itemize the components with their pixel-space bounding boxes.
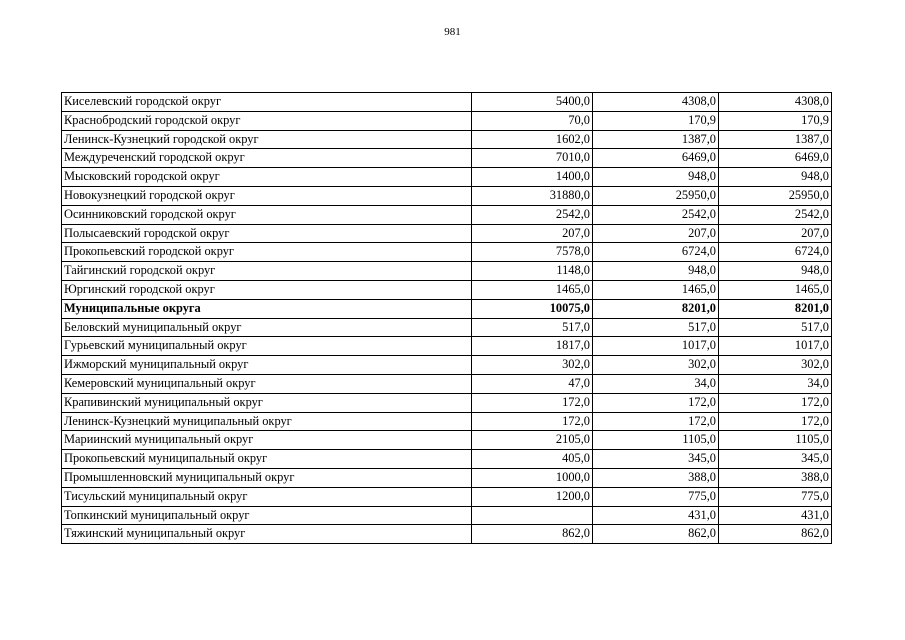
table-row: [62, 168, 832, 187]
row-name-cell: Беловский муниципальный округ: [62, 318, 472, 337]
table-row: [62, 356, 832, 375]
value-cell-1: 172,0: [472, 393, 593, 412]
value-cell-1: 302,0: [472, 356, 593, 375]
value-cell-3: 1017,0: [719, 337, 832, 356]
value-cell-1: 70,0: [472, 111, 593, 130]
value-cell-2: 172,0: [593, 393, 719, 412]
value-cell-1: 1200,0: [472, 487, 593, 506]
value-cell-3: 517,0: [719, 318, 832, 337]
value-cell-3: 4308,0: [719, 93, 832, 112]
row-name-cell: Прокопьевский городской округ: [62, 243, 472, 262]
row-name-cell: Новокузнецкий городской округ: [62, 186, 472, 205]
value-cell-1: 2542,0: [472, 205, 593, 224]
value-cell-1: 207,0: [472, 224, 593, 243]
table-row: [62, 318, 832, 337]
value-cell-1: 405,0: [472, 450, 593, 469]
value-cell-3: 34,0: [719, 374, 832, 393]
page-number: 981: [444, 26, 461, 38]
table-row: [62, 487, 832, 506]
value-cell-2: 4308,0: [593, 93, 719, 112]
value-cell-3: 207,0: [719, 224, 832, 243]
table-row: [62, 243, 832, 262]
table-row: [62, 393, 832, 412]
value-cell-2: 862,0: [593, 525, 719, 544]
row-name-cell: Прокопьевский муниципальный округ: [62, 450, 472, 469]
value-cell-3: 1387,0: [719, 130, 832, 149]
row-name-cell: Мысковский городской округ: [62, 168, 472, 187]
row-name-cell: Крапивинский муниципальный округ: [62, 393, 472, 412]
value-cell-3: 345,0: [719, 450, 832, 469]
value-cell-2: 1105,0: [593, 431, 719, 450]
table-body: [62, 93, 832, 544]
value-cell-2: 172,0: [593, 412, 719, 431]
row-name-cell: Междуреченский городской округ: [62, 149, 472, 168]
value-cell-3: 775,0: [719, 487, 832, 506]
value-cell-1: 5400,0: [472, 93, 593, 112]
row-name-cell: Промышленновский муниципальный округ: [62, 468, 472, 487]
value-cell-1: 10075,0: [472, 299, 593, 318]
row-name-cell: Мариинский муниципальный округ: [62, 431, 472, 450]
row-name-cell: Кемеровский муниципальный округ: [62, 374, 472, 393]
value-cell-3: 8201,0: [719, 299, 832, 318]
value-cell-2: 34,0: [593, 374, 719, 393]
value-cell-1: 7010,0: [472, 149, 593, 168]
value-cell-1: 1602,0: [472, 130, 593, 149]
value-cell-1: 31880,0: [472, 186, 593, 205]
value-cell-2: 207,0: [593, 224, 719, 243]
table-row: [62, 506, 832, 525]
value-cell-3: 6724,0: [719, 243, 832, 262]
row-name-cell: Юргинский городской округ: [62, 280, 472, 299]
table-row: [62, 111, 832, 130]
table-row: [62, 431, 832, 450]
value-cell-3: 388,0: [719, 468, 832, 487]
budget-table: [61, 92, 832, 544]
value-cell-1: 1817,0: [472, 337, 593, 356]
row-name-cell: Муниципальные округа: [62, 299, 472, 318]
value-cell-3: 6469,0: [719, 149, 832, 168]
value-cell-3: 1465,0: [719, 280, 832, 299]
table-row: [62, 205, 832, 224]
value-cell-1: 47,0: [472, 374, 593, 393]
value-cell-1: 862,0: [472, 525, 593, 544]
row-name-cell: Краснобродский городской округ: [62, 111, 472, 130]
row-name-cell: Ленинск-Кузнецкий городской округ: [62, 130, 472, 149]
value-cell-1: 7578,0: [472, 243, 593, 262]
value-cell-2: 1017,0: [593, 337, 719, 356]
row-name-cell: Топкинский муниципальный округ: [62, 506, 472, 525]
value-cell-3: 172,0: [719, 412, 832, 431]
value-cell-3: 25950,0: [719, 186, 832, 205]
value-cell-3: 302,0: [719, 356, 832, 375]
table-row: [62, 262, 832, 281]
value-cell-3: 1105,0: [719, 431, 832, 450]
table-row: [62, 149, 832, 168]
table-row: [62, 412, 832, 431]
value-cell-1: 1465,0: [472, 280, 593, 299]
row-name-cell: Киселевский городской округ: [62, 93, 472, 112]
table-row: [62, 280, 832, 299]
table-row: [62, 93, 832, 112]
table-row: [62, 374, 832, 393]
value-cell-1: 1000,0: [472, 468, 593, 487]
value-cell-1: 2105,0: [472, 431, 593, 450]
row-name-cell: Тисульский муниципальный округ: [62, 487, 472, 506]
value-cell-2: 775,0: [593, 487, 719, 506]
value-cell-1: [472, 506, 593, 525]
value-cell-1: 172,0: [472, 412, 593, 431]
row-name-cell: Осинниковский городской округ: [62, 205, 472, 224]
value-cell-3: 172,0: [719, 393, 832, 412]
row-name-cell: Тяжинский муниципальный округ: [62, 525, 472, 544]
row-name-cell: Полысаевский городской округ: [62, 224, 472, 243]
value-cell-3: 948,0: [719, 168, 832, 187]
value-cell-3: 862,0: [719, 525, 832, 544]
row-name-cell: Гурьевский муниципальный округ: [62, 337, 472, 356]
value-cell-2: 345,0: [593, 450, 719, 469]
value-cell-3: 170,9: [719, 111, 832, 130]
value-cell-3: 2542,0: [719, 205, 832, 224]
value-cell-1: 517,0: [472, 318, 593, 337]
value-cell-3: 431,0: [719, 506, 832, 525]
table-row: [62, 224, 832, 243]
row-name-cell: Тайгинский городской округ: [62, 262, 472, 281]
table-row: [62, 525, 832, 544]
value-cell-2: 431,0: [593, 506, 719, 525]
value-cell-1: 1148,0: [472, 262, 593, 281]
value-cell-2: 8201,0: [593, 299, 719, 318]
value-cell-2: 302,0: [593, 356, 719, 375]
value-cell-2: 25950,0: [593, 186, 719, 205]
value-cell-2: 517,0: [593, 318, 719, 337]
row-name-cell: Ижморский муниципальный округ: [62, 356, 472, 375]
table-row: [62, 468, 832, 487]
value-cell-2: 6724,0: [593, 243, 719, 262]
row-name-cell: Ленинск-Кузнецкий муниципальный округ: [62, 412, 472, 431]
value-cell-2: 1387,0: [593, 130, 719, 149]
table-row: [62, 337, 832, 356]
value-cell-2: 170,9: [593, 111, 719, 130]
value-cell-2: 6469,0: [593, 149, 719, 168]
value-cell-2: 948,0: [593, 168, 719, 187]
table-row-section: [62, 299, 832, 318]
table-row: [62, 450, 832, 469]
table-row: [62, 186, 832, 205]
value-cell-2: 948,0: [593, 262, 719, 281]
value-cell-2: 388,0: [593, 468, 719, 487]
table-row: [62, 130, 832, 149]
value-cell-3: 948,0: [719, 262, 832, 281]
value-cell-2: 1465,0: [593, 280, 719, 299]
value-cell-2: 2542,0: [593, 205, 719, 224]
value-cell-1: 1400,0: [472, 168, 593, 187]
